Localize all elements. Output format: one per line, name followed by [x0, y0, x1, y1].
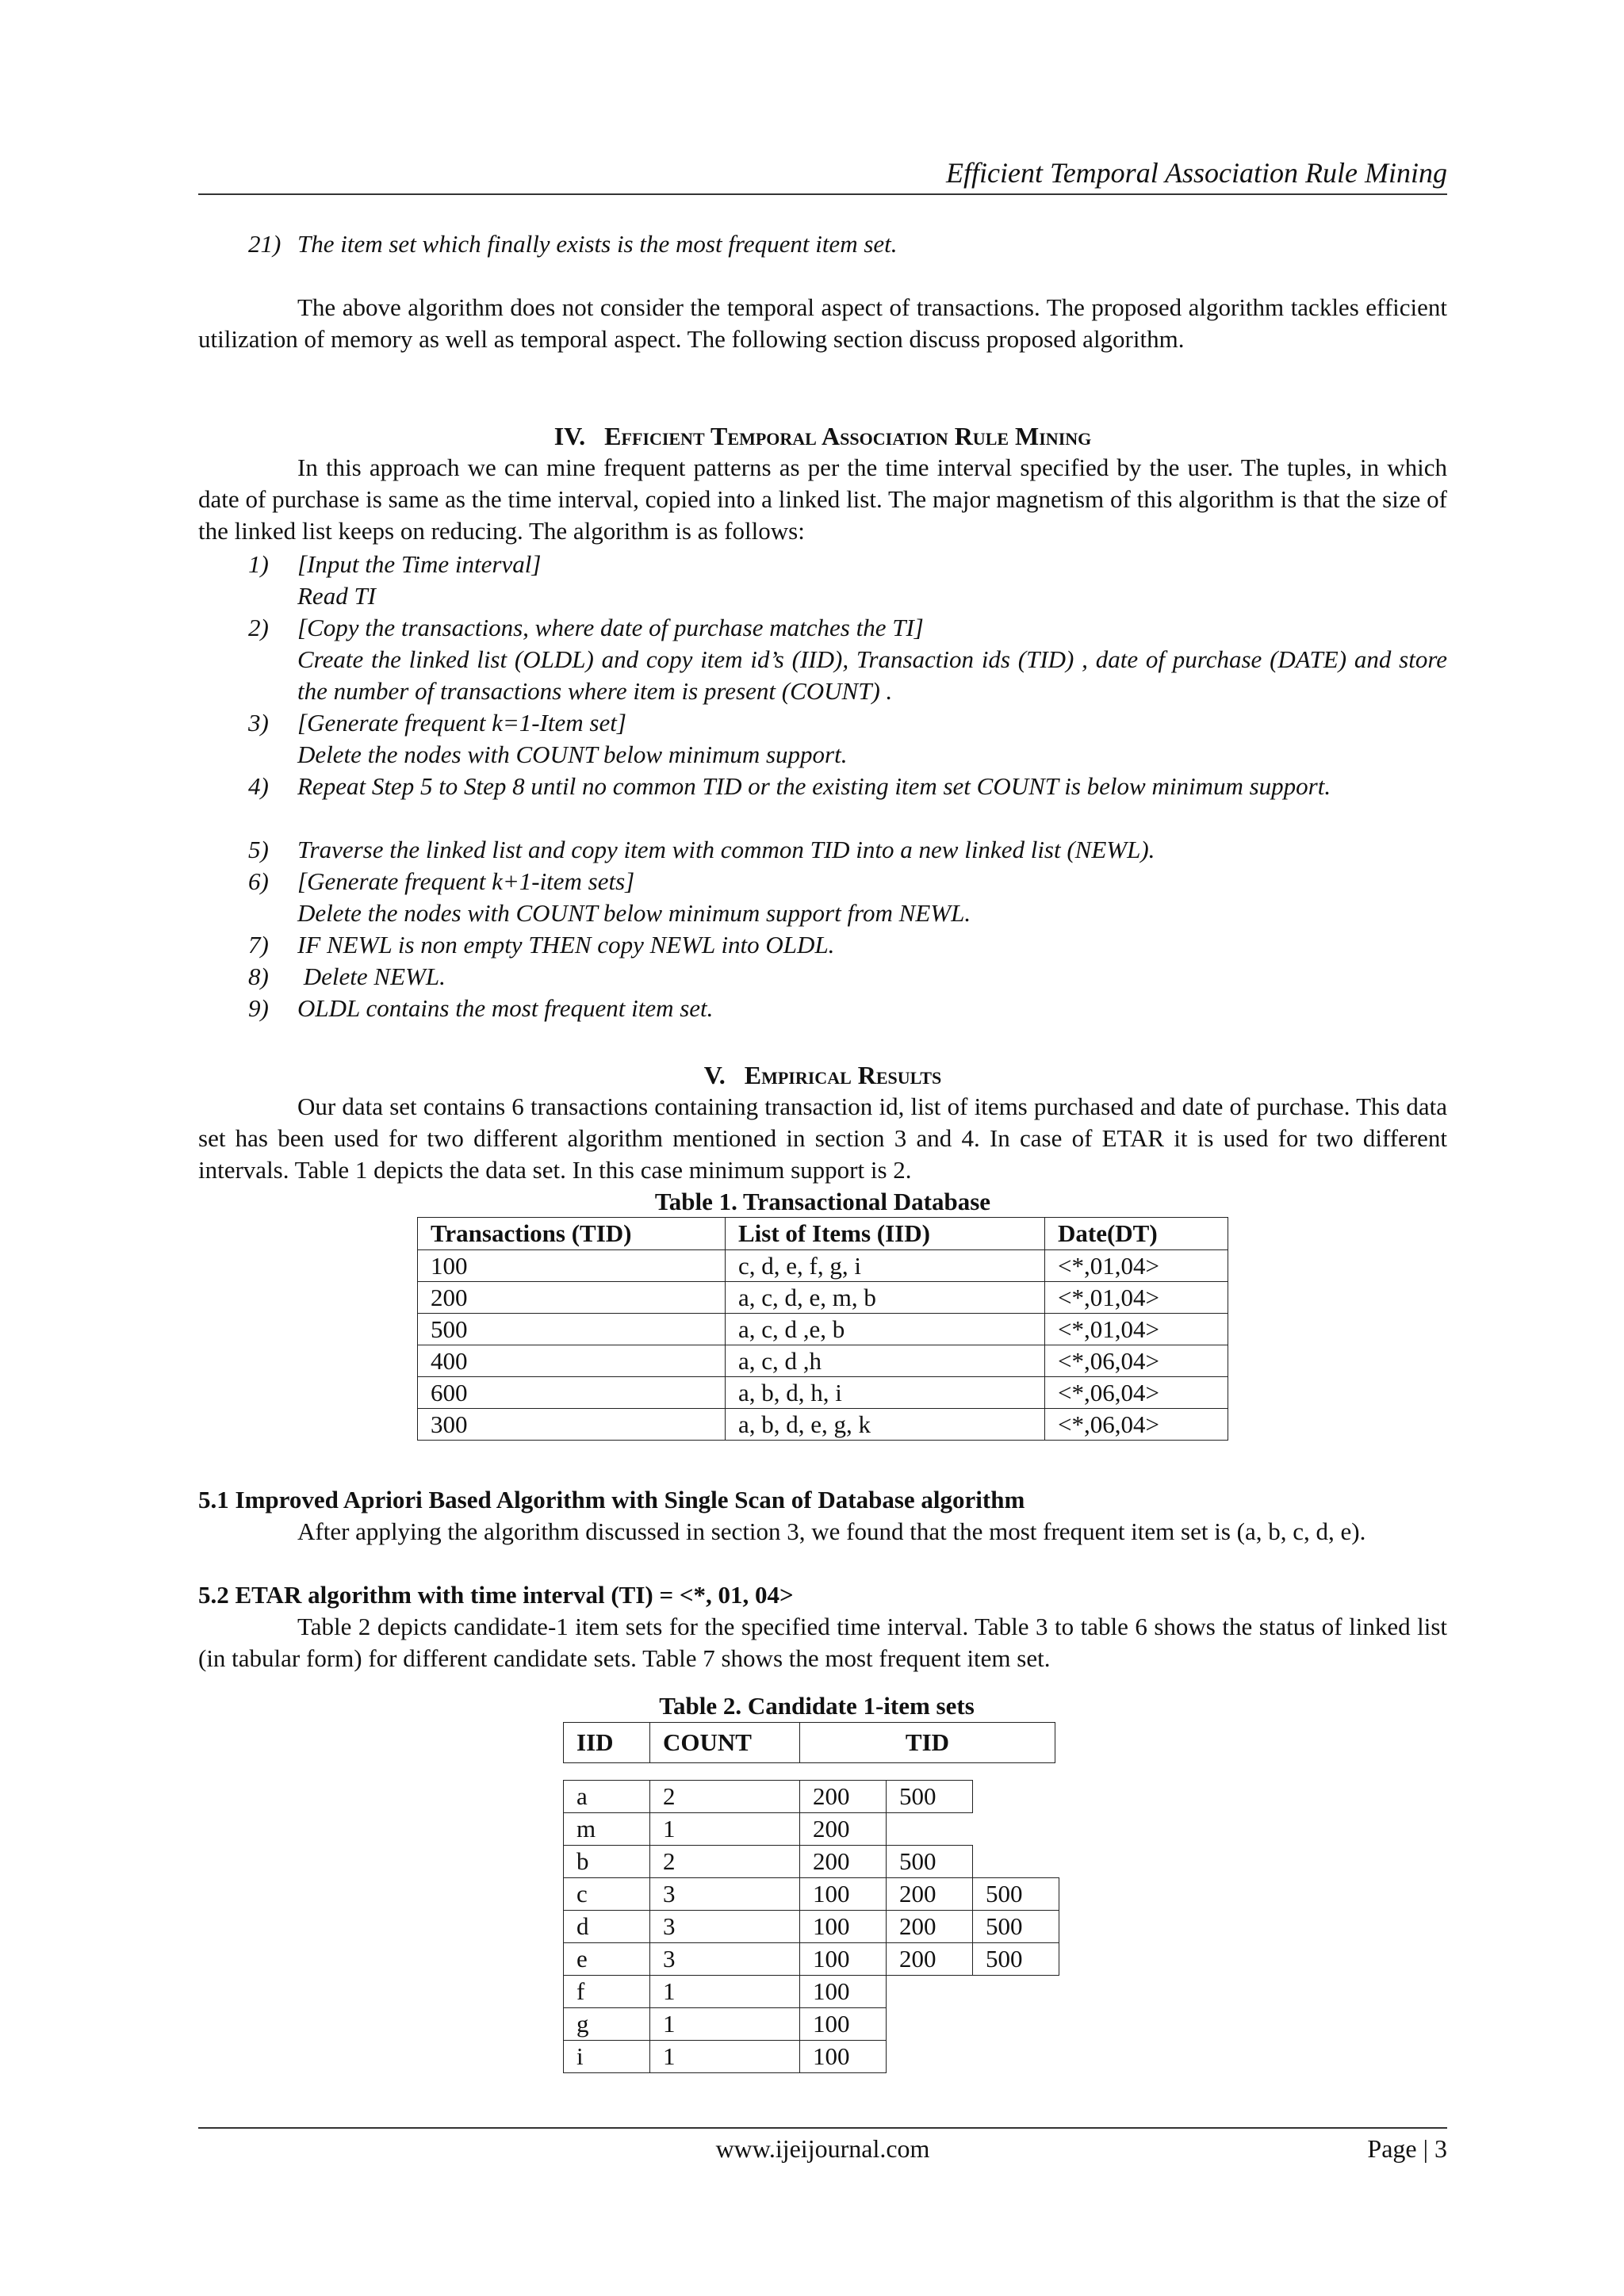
- table-2-candidate-1-item-sets: [563, 1780, 1059, 2073]
- section-4-heading: [198, 420, 1447, 452]
- empty-cell: [973, 1781, 1059, 1813]
- table-row: [418, 1250, 1228, 1282]
- step-text: Delete NEWL.: [297, 962, 446, 990]
- table-row: [564, 2008, 1059, 2041]
- step-number: 7): [248, 931, 269, 959]
- tid-cell: 200: [887, 1911, 973, 1943]
- intro-paragraph: The above algorithm does not consider the temporal aspect of transactions. The proposed algorithm tackles efficient utilization of memory as well as temporal aspect. The following section discuss proposed algorithm.: [198, 293, 1447, 353]
- date-cell: <*,06,04>: [1045, 1345, 1228, 1377]
- step-detail-text: Read TI: [297, 582, 377, 610]
- step-text: [Generate frequent k+1-item sets]: [297, 867, 635, 895]
- step-number: 8): [248, 962, 269, 990]
- items-cell: c, d, e, f, g, i: [726, 1250, 1045, 1282]
- step-text: [Input the Time interval]: [297, 550, 542, 578]
- count-cell: 2: [650, 1781, 800, 1813]
- empty-cell: [973, 2041, 1059, 2073]
- count-cell: 1: [650, 2041, 800, 2073]
- empty-cell: [973, 2008, 1059, 2041]
- section-4-paragraph: In this approach we can mine frequent patterns as per the time interval specified by the user. The tuples, in which date of purchase is same as the time interval, copied into a linked list. The major magnetism of this algorithm is that the size of the linked list keeps on reducing. The algorithm is as follows:: [198, 453, 1447, 545]
- table-row: [418, 1345, 1228, 1377]
- items-cell: a, b, d, h, i: [726, 1377, 1045, 1409]
- step-text: [Copy the transactions, where date of purchase matches the TI]: [297, 614, 924, 641]
- tid-cell: 100: [800, 2008, 887, 2041]
- step-detail-text: Delete the nodes with COUNT below minimum support from NEWL.: [297, 899, 971, 927]
- tid-cell: 500: [973, 1943, 1059, 1976]
- step-text: IF NEWL is non empty THEN copy NEWL into OLDL.: [297, 931, 835, 959]
- date-cell: <*,06,04>: [1045, 1377, 1228, 1409]
- items-cell: a, c, d ,e, b: [726, 1314, 1045, 1345]
- tid-cell: 100: [800, 1943, 887, 1976]
- section-4-number: IV.: [553, 422, 586, 450]
- table-row: [564, 1846, 1059, 1878]
- step-number: 5): [248, 836, 269, 863]
- previous-step-text: The item set which finally exists is the most frequent item set.: [297, 230, 898, 258]
- table-1-caption: Table 1. Transactional Database: [654, 1188, 991, 1215]
- table-row: [564, 1813, 1059, 1846]
- table-header-row: [418, 1218, 1228, 1250]
- table-1-transactional-database: [417, 1217, 1228, 1441]
- step-number: 6): [248, 867, 269, 895]
- column-header: IID: [564, 1723, 650, 1763]
- empty-cell: [973, 1813, 1059, 1846]
- paper-page: [198, 0, 1447, 2296]
- column-header: COUNT: [650, 1723, 800, 1763]
- section-5-title: Empirical Results: [744, 1061, 942, 1089]
- items-cell: a, c, d ,h: [726, 1345, 1045, 1377]
- date-cell: <*,01,04>: [1045, 1250, 1228, 1282]
- table-row: [564, 1781, 1059, 1813]
- empty-cell: [973, 1846, 1059, 1878]
- section-5-number: V.: [703, 1061, 726, 1089]
- step-number: 9): [248, 994, 269, 1022]
- running-header: Efficient Temporal Association Rule Mining: [946, 157, 1447, 189]
- table-row: [418, 1282, 1228, 1314]
- footer-rule: [198, 2127, 1447, 2129]
- empty-cell: [887, 2041, 973, 2073]
- step-text: [Generate frequent k=1-Item set]: [297, 709, 626, 737]
- count-cell: 1: [650, 2008, 800, 2041]
- step-number: 2): [248, 614, 269, 641]
- header-rule: [198, 193, 1447, 195]
- iid-cell: f: [564, 1976, 650, 2008]
- step-text: OLDL contains the most frequent item set.: [297, 994, 714, 1022]
- tid-cell: 100: [800, 1911, 887, 1943]
- table-row: [418, 1314, 1228, 1345]
- tid-cell: 200: [800, 1846, 887, 1878]
- count-cell: 1: [650, 1976, 800, 2008]
- tid-cell: 100: [800, 1976, 887, 2008]
- step-number: 1): [248, 550, 269, 578]
- column-header: Transactions (TID): [418, 1218, 726, 1250]
- step-number: 3): [248, 709, 269, 737]
- count-cell: 3: [650, 1943, 800, 1976]
- step-number: 4): [248, 772, 269, 800]
- section-4-title: Efficient Temporal Association Rule Mining: [604, 422, 1092, 450]
- table-row: [418, 1377, 1228, 1409]
- section-5-heading: [198, 1059, 1447, 1091]
- footer-url: www.ijeijournal.com: [715, 2134, 930, 2163]
- tid-cell: 200: [887, 1943, 973, 1976]
- tid-cell: 100: [800, 2041, 887, 2073]
- tid-cell: 400: [418, 1345, 726, 1377]
- tid-cell: 200: [800, 1813, 887, 1846]
- column-header: List of Items (IID): [726, 1218, 1045, 1250]
- count-cell: 1: [650, 1813, 800, 1846]
- table-row: [564, 1943, 1059, 1976]
- step-text: Traverse the linked list and copy item with common TID into a new linked list (NEWL).: [297, 836, 1155, 863]
- tid-cell: 500: [973, 1911, 1059, 1943]
- iid-cell: b: [564, 1846, 650, 1878]
- date-cell: <*,01,04>: [1045, 1282, 1228, 1314]
- tid-cell: 600: [418, 1377, 726, 1409]
- empty-cell: [887, 1976, 973, 2008]
- iid-cell: e: [564, 1943, 650, 1976]
- subsection-5-1-paragraph: After applying the algorithm discussed in section 3, we found that the most frequent item set is (a, b, c, d, e).: [297, 1517, 1366, 1545]
- page-number: Page | 3: [1367, 2134, 1447, 2163]
- subsection-5-2-paragraph: Table 2 depicts candidate-1 item sets for the specified time interval. Table 3 to table 6 shows the status of linked list (in tabular form) for different candidate sets. Table 7 shows the most frequent item set.: [198, 1613, 1447, 1672]
- items-cell: a, b, d, e, g, k: [726, 1409, 1045, 1441]
- tid-cell: 500: [418, 1314, 726, 1345]
- subsection-5-1-title: 5.1 Improved Apriori Based Algorithm with Single Scan of Database algorithm: [198, 1486, 1025, 1513]
- items-cell: a, c, d, e, m, b: [726, 1282, 1045, 1314]
- count-cell: 2: [650, 1846, 800, 1878]
- table-header-row: [564, 1723, 1055, 1763]
- step-text: Repeat Step 5 to Step 8 until no common TID or the existing item set COUNT is below minimum support.: [297, 772, 1331, 800]
- table-row: [564, 1976, 1059, 2008]
- tid-cell: 100: [800, 1878, 887, 1911]
- iid-cell: a: [564, 1781, 650, 1813]
- column-header: TID: [800, 1723, 1055, 1763]
- tid-cell: 200: [887, 1878, 973, 1911]
- table-row: [564, 1878, 1059, 1911]
- iid-cell: d: [564, 1911, 650, 1943]
- previous-step-number: 21): [248, 230, 282, 258]
- table-2-header: [563, 1722, 1055, 1763]
- table-row: [564, 1911, 1059, 1943]
- table-2-caption: Table 2. Candidate 1-item sets: [659, 1692, 975, 1720]
- count-cell: 3: [650, 1878, 800, 1911]
- step-detail-text: Delete the nodes with COUNT below minimum support.: [297, 740, 848, 768]
- tid-cell: 500: [973, 1878, 1059, 1911]
- tid-cell: 100: [418, 1250, 726, 1282]
- subsection-5-2-title: 5.2 ETAR algorithm with time interval (TI) = <*, 01, 04>: [198, 1581, 794, 1609]
- date-cell: <*,06,04>: [1045, 1409, 1228, 1441]
- empty-cell: [887, 1813, 973, 1846]
- tid-cell: 200: [800, 1781, 887, 1813]
- iid-cell: c: [564, 1878, 650, 1911]
- tid-cell: 300: [418, 1409, 726, 1441]
- iid-cell: i: [564, 2041, 650, 2073]
- step-detail-text: Create the linked list (OLDL) and copy item id’s (IID), Transaction ids (TID) , date of purchase (DATE) and store the number of transactions where item is present (COUNT) .: [297, 645, 1447, 705]
- count-cell: 3: [650, 1911, 800, 1943]
- tid-cell: 200: [418, 1282, 726, 1314]
- table-row: [564, 2041, 1059, 2073]
- iid-cell: m: [564, 1813, 650, 1846]
- date-cell: <*,01,04>: [1045, 1314, 1228, 1345]
- empty-cell: [887, 2008, 973, 2041]
- tid-cell: 500: [887, 1846, 973, 1878]
- tid-cell: 500: [887, 1781, 973, 1813]
- empty-cell: [973, 1976, 1059, 2008]
- column-header: Date(DT): [1045, 1218, 1228, 1250]
- iid-cell: g: [564, 2008, 650, 2041]
- table-row: [418, 1409, 1228, 1441]
- section-5-paragraph: Our data set contains 6 transactions containing transaction id, list of items purchased and date of purchase. This data set has been used for two different algorithm mentioned in section 3 and 4. In case of ETAR it is used for two different intervals. Table 1 depicts the data set. In this case minimum support is 2.: [198, 1093, 1447, 1184]
